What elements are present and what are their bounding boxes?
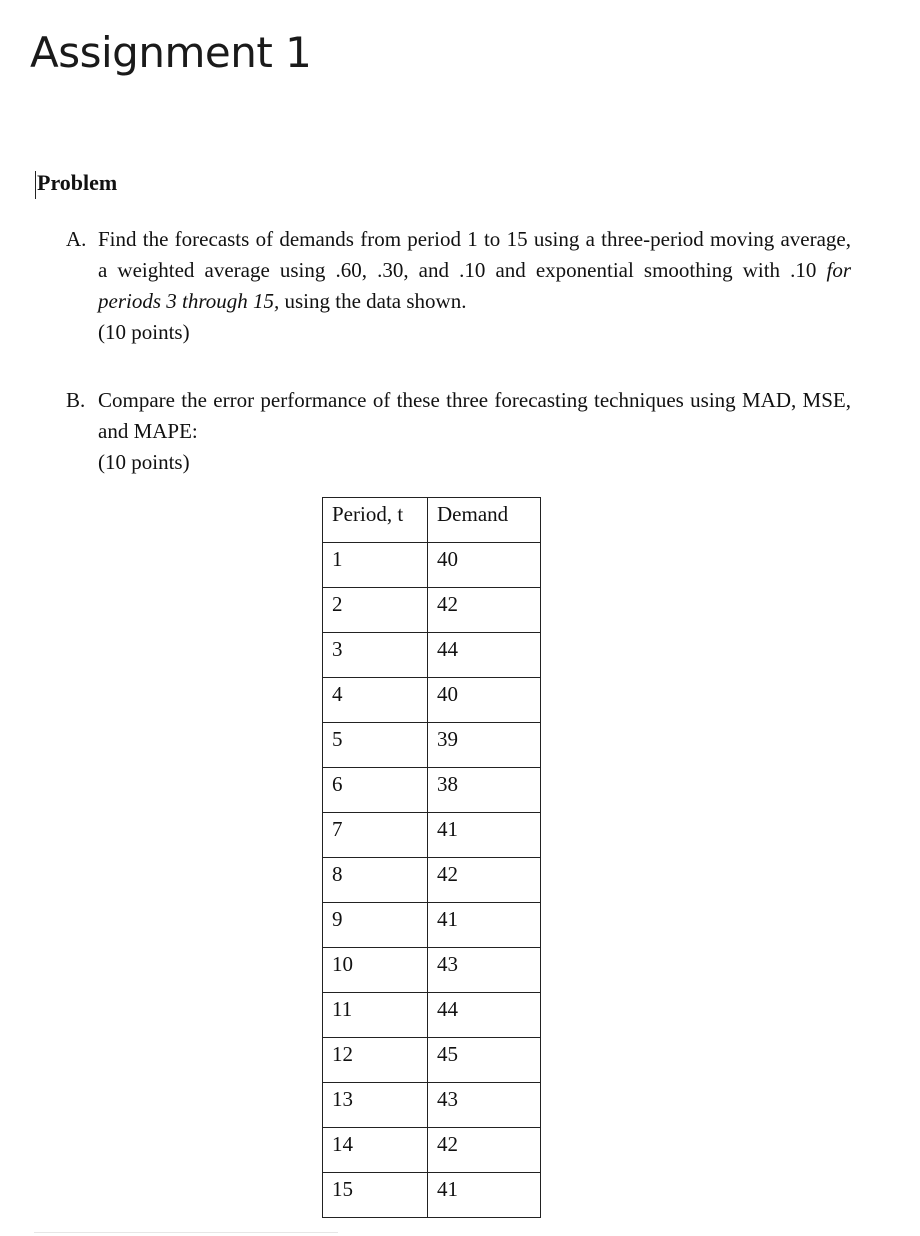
table-row: [323, 858, 541, 903]
demand-cell: 38: [428, 768, 541, 813]
period-cell: 11: [323, 993, 428, 1038]
table-row: [323, 588, 541, 633]
demand-cell: 41: [428, 903, 541, 948]
demand-cell: 40: [428, 678, 541, 723]
period-cell: 10: [323, 948, 428, 993]
period-cell: 13: [323, 1083, 428, 1128]
item-points: (10 points): [98, 450, 190, 474]
demand-cell: 40: [428, 543, 541, 588]
table-header-row: [323, 498, 541, 543]
demand-cell: 44: [428, 993, 541, 1038]
table-row: [323, 633, 541, 678]
table-row: [323, 948, 541, 993]
item-letter: B.: [66, 388, 86, 412]
period-cell: 3: [323, 633, 428, 678]
problem-item-a: [66, 224, 851, 348]
period-cell: 12: [323, 1038, 428, 1083]
demand-cell: 43: [428, 948, 541, 993]
period-cell: 2: [323, 588, 428, 633]
divider: [34, 1232, 338, 1233]
header-period: Period, t: [323, 498, 428, 543]
demand-cell: 41: [428, 813, 541, 858]
item-letter: A.: [66, 227, 87, 251]
page-title: Assignment 1: [30, 28, 312, 77]
demand-cell: 41: [428, 1173, 541, 1218]
item-text: Find the forecasts of demands from period 1 to 15 using a three-period moving average, a weighted average using .60, .30, and .10 and exponential smoothing with .10 for periods 3 through 15, using the data shown.: [98, 227, 851, 313]
table-row: [323, 543, 541, 588]
table-row: [323, 1128, 541, 1173]
demand-cell: 42: [428, 1128, 541, 1173]
period-cell: 15: [323, 1173, 428, 1218]
demand-cell: 42: [428, 858, 541, 903]
table-row: [323, 723, 541, 768]
demand-cell: 45: [428, 1038, 541, 1083]
demand-cell: 43: [428, 1083, 541, 1128]
period-cell: 6: [323, 768, 428, 813]
table-row: [323, 1038, 541, 1083]
period-cell: 8: [323, 858, 428, 903]
demand-cell: 44: [428, 633, 541, 678]
header-demand: Demand: [428, 498, 541, 543]
period-cell: 9: [323, 903, 428, 948]
table-row: [323, 993, 541, 1038]
item-text: Compare the error performance of these three forecasting techniques using MAD, MSE, and MAPE:: [98, 388, 851, 443]
period-cell: 5: [323, 723, 428, 768]
item-italic-text: for periods 3 through 15,: [98, 258, 851, 313]
text-cursor: [35, 171, 36, 199]
period-cell: 14: [323, 1128, 428, 1173]
problem-item-b: [66, 385, 851, 478]
demand-cell: 39: [428, 723, 541, 768]
table-row: [323, 768, 541, 813]
table-body: [323, 543, 541, 1218]
table-row: [323, 1173, 541, 1218]
table-row: [323, 903, 541, 948]
problem-heading: Problem: [37, 170, 118, 195]
item-points: (10 points): [98, 320, 190, 344]
period-cell: 1: [323, 543, 428, 588]
period-cell: 4: [323, 678, 428, 723]
table-row: [323, 813, 541, 858]
demand-cell: 42: [428, 588, 541, 633]
demand-table: [322, 497, 541, 1218]
table-row: [323, 1083, 541, 1128]
table-row: [323, 678, 541, 723]
period-cell: 7: [323, 813, 428, 858]
